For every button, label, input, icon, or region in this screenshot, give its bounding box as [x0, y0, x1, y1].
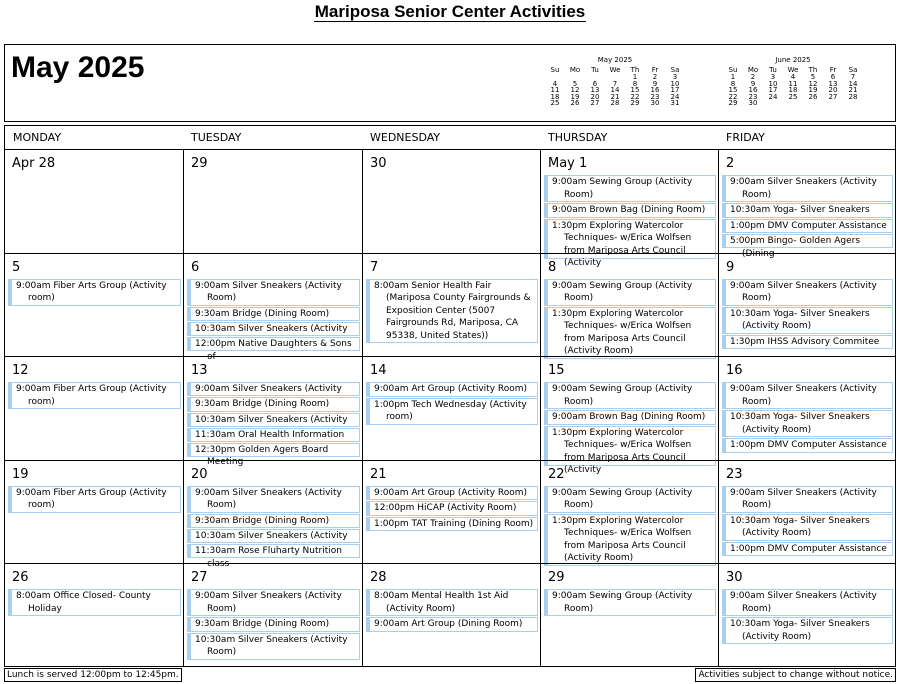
- day-cell[interactable]: [362, 253, 540, 357]
- event-list: [722, 175, 893, 259]
- mini-weekday-label: Tu: [591, 66, 599, 74]
- day-number: 8: [548, 259, 557, 275]
- day-number: 9: [726, 259, 735, 275]
- day-number: 20: [191, 466, 208, 482]
- day-number: 2: [726, 156, 735, 171]
- calendar-event[interactable]: 12:00pm HiCAP (Activity Room): [366, 501, 538, 516]
- weekday-header: FRIDAY: [726, 131, 765, 144]
- mini-day: [823, 100, 843, 107]
- calendar-event[interactable]: 10:30am Yoga- Silver Sneakers: [722, 203, 893, 218]
- mini-day: 18: [788, 86, 798, 94]
- event-list: [722, 589, 893, 645]
- calendar-event[interactable]: 9:00am Silver Sneakers (Activity Room): [722, 279, 893, 306]
- mini-day: 17: [670, 86, 680, 94]
- event-list: [8, 486, 181, 514]
- mini-day: 12: [570, 86, 580, 94]
- event-list: [544, 589, 716, 617]
- mini-day: 25: [788, 92, 798, 101]
- mini-day: 11: [550, 86, 560, 94]
- mini-calendar-title: June 2025: [775, 56, 811, 64]
- day-cell[interactable]: [718, 460, 895, 564]
- mini-weekday-label: Fr: [651, 66, 659, 74]
- calendar-event[interactable]: 9:00am Fiber Arts Group (Activity room): [8, 486, 181, 513]
- calendar-event[interactable]: 9:00am Silver Sneakers (Activity Room): [722, 382, 893, 409]
- day-number: 29: [548, 570, 565, 586]
- calendar-event[interactable]: 1:00pm Tech Wednesday (Activity room): [366, 398, 538, 425]
- day-cell[interactable]: [183, 149, 362, 253]
- calendar-event[interactable]: 10:30am Silver Sneakers (Activity: [187, 413, 360, 427]
- day-cell[interactable]: [362, 149, 540, 253]
- mini-calendar-june: [723, 56, 863, 107]
- mini-day: 23: [748, 92, 758, 101]
- day-cell[interactable]: [362, 460, 540, 564]
- mini-day: 16: [748, 86, 758, 94]
- mini-day: 24: [768, 92, 778, 101]
- calendar-header: [4, 44, 896, 122]
- day-cell[interactable]: [362, 563, 540, 667]
- day-number: 29: [191, 156, 208, 171]
- mini-day: 22: [728, 92, 738, 101]
- mini-weekday-label: Th: [630, 66, 640, 74]
- mini-day: 1: [730, 73, 736, 81]
- calendar-event[interactable]: 9:00am Sewing Group (Activity Room): [544, 175, 716, 202]
- calendar-event[interactable]: 10:30am Yoga- Silver Sneakers (Activity Room): [722, 410, 893, 437]
- mini-weekday-label: Sa: [848, 66, 858, 74]
- mini-calendar-title: May 2025: [597, 56, 633, 64]
- event-list: [544, 486, 716, 567]
- mini-day: 26: [570, 99, 580, 107]
- calendar-event[interactable]: 8:00am Senior Health Fair (Mariposa County Fairgrounds & Exposition Center (5007 Fairgrounds Rd, Mariposa, CA 95338, United States)): [366, 279, 538, 344]
- mini-day: 20: [590, 92, 600, 101]
- mini-weekday-label: Tu: [769, 66, 777, 74]
- mini-day: 31: [670, 99, 680, 107]
- mini-day: 15: [630, 86, 640, 94]
- calendar-event[interactable]: 1:00pm DMV Computer Assistance: [722, 219, 893, 234]
- mini-day: 6: [592, 79, 598, 88]
- event-list: [187, 589, 360, 661]
- calendar-event[interactable]: 10:30am Silver Sneakers (Activity: [187, 529, 360, 543]
- mini-day: 7: [850, 73, 856, 81]
- day-number: 23: [726, 466, 743, 482]
- mini-day: 26: [808, 92, 818, 101]
- calendar-event[interactable]: 10:30am Silver Sneakers (Activity: [187, 322, 360, 336]
- mini-day: 25: [550, 99, 560, 107]
- day-number: 14: [370, 363, 387, 379]
- calendar-event[interactable]: 1:30pm Exploring Watercolor Techniques- w/Erica Wolfsen from Mariposa Arts Council (Activity: [544, 219, 716, 259]
- calendar-event[interactable]: 8:00am Mental Health 1st Aid (Activity Room): [366, 589, 538, 616]
- event-list: [722, 382, 893, 454]
- day-cell[interactable]: [540, 460, 718, 564]
- mini-day: [763, 100, 783, 107]
- day-cell[interactable]: [5, 253, 183, 357]
- event-list: [544, 279, 716, 360]
- mini-day: [843, 100, 863, 107]
- day-cell[interactable]: [718, 149, 895, 259]
- mini-day: 18: [550, 92, 560, 101]
- calendar-event[interactable]: 1:00pm TAT Training (Dining Room): [366, 517, 538, 532]
- event-list: [366, 589, 538, 633]
- day-number: 5: [12, 259, 21, 275]
- day-number: 19: [12, 466, 29, 482]
- calendar-event[interactable]: 10:30am Yoga- Silver Sneakers (Activity Room): [722, 617, 893, 644]
- event-list: [8, 382, 181, 410]
- calendar-event[interactable]: 9:00am Sewing Group (Activity Room): [544, 382, 716, 409]
- day-cell[interactable]: [183, 356, 362, 468]
- mini-day: 27: [828, 92, 838, 101]
- calendar-event[interactable]: 1:30pm Exploring Watercolor Techniques- w/Erica Wolfsen from Mariposa Arts Council (Activity Room): [544, 307, 716, 359]
- calendar-event[interactable]: 9:00am Fiber Arts Group (Activity room): [8, 279, 181, 306]
- mini-calendar-may: [545, 56, 685, 107]
- mini-day: 14: [610, 86, 620, 94]
- mini-day: 29: [728, 99, 738, 107]
- day-number: 30: [726, 570, 743, 586]
- mini-day: 10: [670, 79, 680, 88]
- day-number: Apr 28: [12, 156, 56, 171]
- mini-day: 24: [670, 92, 680, 101]
- mini-weekday-label: Fr: [829, 66, 837, 74]
- calendar-event[interactable]: 9:30am Bridge (Dining Room): [187, 307, 360, 322]
- day-number: 22: [548, 466, 565, 482]
- mini-day: 15: [728, 86, 738, 94]
- day-cell[interactable]: [718, 563, 895, 667]
- calendar-event[interactable]: 5:00pm Bingo- Golden Agers (Dining: [722, 234, 893, 248]
- event-list: [187, 382, 360, 468]
- calendar-event[interactable]: 9:00am Art Group (Dining Room): [366, 617, 538, 632]
- day-cell[interactable]: [540, 563, 718, 667]
- day-cell[interactable]: [5, 149, 183, 253]
- day-number: 13: [191, 363, 208, 379]
- day-cell[interactable]: [5, 356, 183, 460]
- day-number: 30: [370, 156, 387, 171]
- day-number: May 1: [548, 156, 588, 171]
- event-list: [544, 175, 716, 268]
- mini-day: 13: [590, 86, 600, 94]
- day-number: 27: [191, 570, 208, 586]
- mini-day: 3: [672, 73, 678, 81]
- mini-weekday-label: Mo: [569, 66, 581, 74]
- day-cell[interactable]: [5, 563, 183, 667]
- mini-weekday-label: We: [609, 66, 621, 74]
- day-cell[interactable]: [362, 356, 540, 460]
- calendar-event[interactable]: 9:00am Brown Bag (Dining Room): [544, 410, 716, 425]
- calendar-event[interactable]: 1:30pm Exploring Watercolor Techniques- w/Erica Wolfsen from Mariposa Arts Council (Activity Room): [544, 514, 716, 566]
- mini-day: 9: [652, 79, 658, 88]
- day-number: 15: [548, 363, 565, 379]
- calendar-event[interactable]: 12:00pm Native Daughters & Sons of: [187, 337, 360, 351]
- mini-day: 11: [788, 79, 798, 88]
- mini-day: 28: [610, 99, 620, 107]
- calendar-event[interactable]: 1:00pm DMV Computer Assistance: [722, 542, 893, 557]
- mini-day: 19: [570, 92, 580, 101]
- event-list: [187, 486, 360, 569]
- calendar-event[interactable]: 9:00am Art Group (Activity Room): [366, 382, 538, 397]
- mini-day: 13: [828, 79, 838, 88]
- mini-weekday-label: Sa: [670, 66, 680, 74]
- mini-day: 23: [650, 92, 660, 101]
- mini-day: 30: [748, 99, 758, 107]
- mini-day: 5: [810, 73, 816, 81]
- calendar-event[interactable]: 11:30am Oral Health Information: [187, 428, 360, 442]
- mini-day: 8: [632, 79, 638, 88]
- event-list: [187, 279, 360, 362]
- calendar-event[interactable]: 11:30am Rose Fluharty Nutrition class: [187, 544, 360, 558]
- mini-day: 3: [770, 73, 776, 81]
- calendar-event[interactable]: 1:00pm DMV Computer Assistance: [722, 438, 893, 453]
- calendar-grid: [4, 125, 896, 667]
- mini-day: 1: [632, 73, 638, 81]
- mini-day: [803, 100, 823, 107]
- footer-disclaimer: Activities subject to change without notice.: [695, 668, 896, 682]
- day-number: 26: [12, 570, 29, 586]
- day-number: 6: [191, 259, 200, 275]
- calendar-event[interactable]: 10:30am Silver Sneakers (Activity Room): [187, 633, 360, 660]
- mini-day: 19: [808, 86, 818, 94]
- mini-day: 4: [790, 73, 796, 81]
- mini-day: 6: [830, 73, 836, 81]
- weekday-header: THURSDAY: [548, 131, 608, 144]
- day-number: 16: [726, 363, 743, 379]
- event-list: [8, 589, 181, 617]
- day-cell[interactable]: [183, 253, 362, 362]
- mini-weekday-label: Th: [808, 66, 818, 74]
- footer-lunch-note: Lunch is served 12:00pm to 12:45pm.: [4, 668, 182, 682]
- calendar-event[interactable]: 9:00am Silver Sneakers (Activity Room): [722, 175, 893, 202]
- mini-weekday-label: Su: [728, 66, 738, 74]
- day-number: 21: [370, 466, 387, 482]
- calendar-event[interactable]: 9:00am Silver Sneakers (Activity Room): [187, 589, 360, 616]
- mini-day: 10: [768, 79, 778, 88]
- mini-day: 5: [572, 79, 578, 88]
- calendar-event[interactable]: 1:30pm Exploring Watercolor Techniques- w/Erica Wolfsen from Mariposa Arts Council (Activity: [544, 426, 716, 466]
- calendar-event[interactable]: 9:00am Sewing Group (Activity Room): [544, 279, 716, 306]
- mini-day: 8: [730, 79, 736, 88]
- mini-day: 20: [828, 86, 838, 94]
- day-number: 12: [12, 363, 29, 379]
- calendar-event[interactable]: 1:30pm IHSS Advisory Commitee: [722, 335, 893, 350]
- mini-day: 30: [650, 99, 660, 107]
- event-list: [366, 486, 538, 533]
- mini-day: 21: [610, 92, 620, 101]
- calendar-event[interactable]: 10:30am Yoga- Silver Sneakers (Activity Room): [722, 307, 893, 334]
- day-number: 7: [370, 259, 379, 275]
- calendar-event[interactable]: 9:00am Silver Sneakers (Activity Room): [187, 279, 360, 306]
- mini-day: 7: [612, 79, 618, 88]
- calendar-event[interactable]: 9:00am Brown Bag (Dining Room): [544, 203, 716, 218]
- mini-day: 4: [552, 79, 558, 88]
- page-title: Mariposa Senior Center Activities: [314, 2, 586, 21]
- event-list: [366, 382, 538, 426]
- day-cell[interactable]: [5, 460, 183, 564]
- mini-weekday-label: Su: [550, 66, 560, 74]
- mini-day: 16: [650, 86, 660, 94]
- mini-day: 9: [750, 79, 756, 88]
- calendar-event[interactable]: 9:00am Silver Sneakers (Activity Room): [187, 486, 360, 513]
- day-cell[interactable]: [540, 149, 718, 268]
- calendar-event[interactable]: 9:00am Fiber Arts Group (Activity room): [8, 382, 181, 409]
- weekday-header: WEDNESDAY: [370, 131, 441, 144]
- calendar-event[interactable]: 9:00am Sewing Group (Activity Room): [544, 589, 716, 616]
- calendar-event[interactable]: 9:30am Bridge (Dining Room): [187, 617, 360, 632]
- mini-weekday-label: Mo: [747, 66, 759, 74]
- mini-day: 28: [848, 92, 858, 101]
- weekday-header: MONDAY: [13, 131, 62, 144]
- mini-weekday-label: We: [787, 66, 799, 74]
- mini-day: 22: [630, 92, 640, 101]
- calendar-event[interactable]: 9:30am Bridge (Dining Room): [187, 397, 360, 412]
- calendar-event[interactable]: 9:00am Art Group (Activity Room): [366, 486, 538, 501]
- mini-day: 29: [630, 99, 640, 107]
- calendar-event[interactable]: 10:30am Yoga- Silver Sneakers (Activity Room): [722, 514, 893, 541]
- mini-day: 21: [848, 86, 858, 94]
- weekday-header: TUESDAY: [191, 131, 242, 144]
- calendar-event[interactable]: 9:00am Silver Sneakers (Activity Room): [722, 589, 893, 616]
- event-list: [8, 279, 181, 307]
- day-cell[interactable]: [540, 253, 718, 357]
- mini-day: 17: [768, 86, 778, 94]
- day-cell[interactable]: [718, 253, 895, 357]
- calendar-event[interactable]: 9:00am Sewing Group (Activity Room): [544, 486, 716, 513]
- mini-day: [783, 100, 803, 107]
- calendar-event[interactable]: 9:30am Bridge (Dining Room): [187, 514, 360, 529]
- mini-day: 27: [590, 99, 600, 107]
- event-list: [366, 279, 538, 345]
- day-number: 28: [370, 570, 387, 586]
- event-list: [722, 486, 893, 558]
- mini-day: 12: [808, 79, 818, 88]
- event-list: [722, 279, 893, 351]
- month-title: May 2025: [11, 51, 145, 84]
- mini-day: 2: [652, 73, 658, 81]
- calendar-event[interactable]: 12:30pm Golden Agers Board Meeting: [187, 443, 360, 457]
- calendar-event[interactable]: 9:00am Silver Sneakers (Activity: [187, 382, 360, 396]
- calendar-event[interactable]: 8:00am Office Closed- County Holiday: [8, 589, 181, 616]
- day-cell[interactable]: [718, 356, 895, 460]
- day-cell[interactable]: [183, 460, 362, 569]
- day-cell[interactable]: [183, 563, 362, 667]
- mini-day: 2: [750, 73, 756, 81]
- mini-day: 14: [848, 79, 858, 88]
- calendar-event[interactable]: 9:00am Silver Sneakers (Activity Room): [722, 486, 893, 513]
